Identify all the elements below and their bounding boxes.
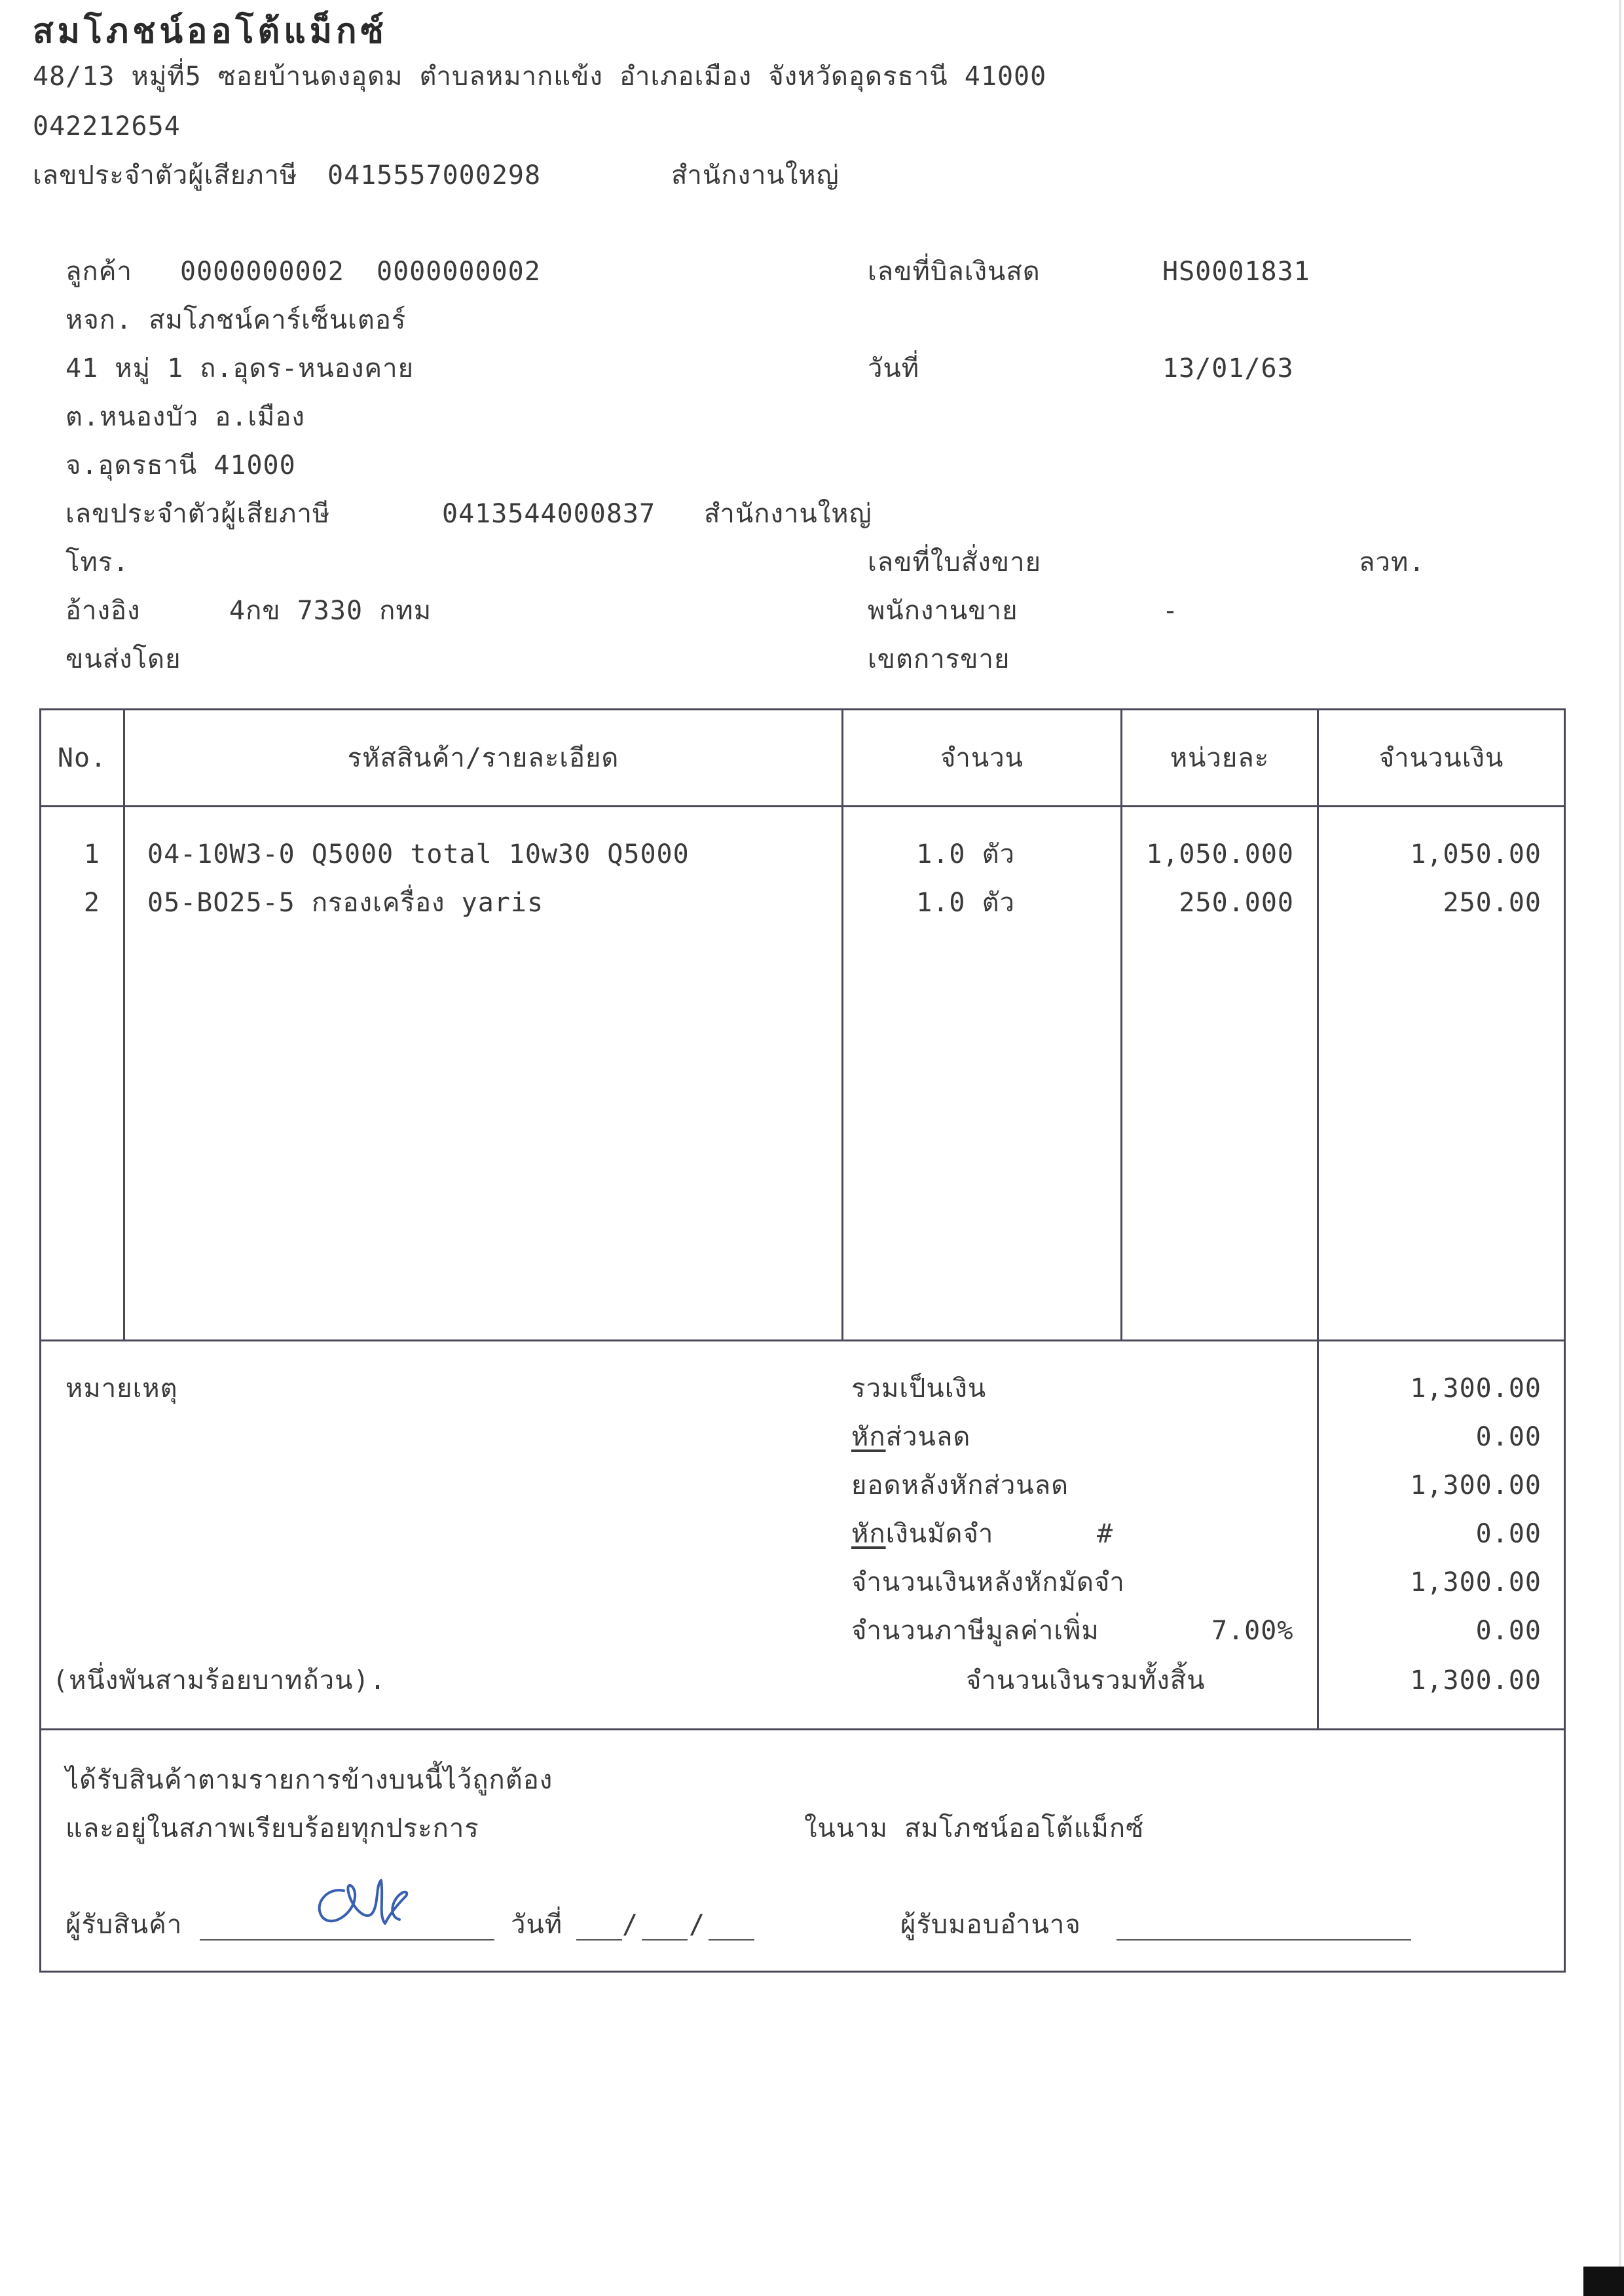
discount-value: 0.00: [1475, 1422, 1541, 1452]
after-discount-value: 1,300.00: [1410, 1470, 1541, 1501]
header-unit-price: หน่วยละ: [1170, 743, 1270, 773]
after-discount-label: ยอดหลังหักส่วนลด: [851, 1470, 1069, 1501]
reference-label: อ้างอิง: [65, 596, 141, 626]
subtotal-value: 1,300.00: [1410, 1374, 1541, 1404]
row-description: 04-10W3-0 Q5000 total 10w30 Q5000: [147, 839, 690, 869]
sales-area-label: เขตการขาย: [868, 644, 1010, 674]
reference-value: 4กข 7330 กทม: [229, 596, 432, 626]
header-description: รหัสสินค้า/รายละเอียด: [347, 743, 619, 773]
authorized-signature-line: [1116, 1939, 1411, 1941]
deposit-label-deduct: หัก: [851, 1519, 886, 1549]
deposit-value: 0.00: [1475, 1519, 1541, 1549]
company-phone: 042212654: [33, 111, 181, 141]
row-unit-price: 250.000: [1179, 888, 1294, 918]
company-address: 48/13 หมู่ที่5 ซอยบ้านดงอุดม ตำบลหมากแข้ง อำเภอเมือง จังหวัดอุดรธานี 41000: [33, 62, 1047, 92]
company-tax-id: 0415557000298: [327, 160, 542, 191]
receiver-label: ผู้รับสินค้า: [65, 1910, 183, 1940]
discount-label-text: ส่วนลด: [885, 1422, 971, 1452]
receive-date-month-line: [642, 1939, 688, 1941]
salesperson-value: -: [1162, 596, 1179, 626]
deposit-label-text: เงินมัดจำ: [885, 1519, 994, 1549]
row-no: 2: [83, 888, 100, 918]
customer-address-1: 41 หมู่ 1 ถ.อุดร-หนองคาย: [65, 354, 415, 384]
remark-label: หมายเหตุ: [65, 1374, 178, 1404]
company-branch: สำนักงานใหญ่: [671, 160, 840, 191]
company-tax-label: เลขประจำตัวผู้เสียภาษี: [33, 160, 298, 191]
sales-order-value: ลวท.: [1359, 547, 1426, 577]
customer-tax-id: 0413544000837: [442, 499, 656, 529]
vat-rate: 7.00%: [1211, 1616, 1294, 1646]
sales-order-label: เลขที่ใบสั่งขาย: [868, 547, 1042, 577]
scan-corner: [1583, 2267, 1624, 2296]
salesperson-label: พนักงานขาย: [868, 596, 1018, 626]
date-slash-2: /: [689, 1910, 706, 1940]
deposit-hash: #: [1097, 1519, 1114, 1549]
receiver-signature-line: [200, 1939, 494, 1941]
amount-in-words: (หนึ่งพันสามร้อยบาทถ้วน).: [52, 1666, 386, 1696]
deposit-label: [851, 1518, 993, 1550]
vat-label: จำนวนภาษีมูลค่าเพิ่ม: [851, 1616, 1099, 1646]
customer-code-1: 0000000002: [180, 257, 344, 287]
header-no: No.: [57, 743, 107, 773]
row-unit-price: 1,050.000: [1146, 839, 1294, 869]
scan-edge: [1619, 0, 1621, 2296]
received-statement-line-1: ได้รับสินค้าตามรายการข้างบนนี้ไว้ถูกต้อง: [65, 1765, 553, 1795]
shipping-label: ขนส่งโดย: [65, 644, 181, 674]
row-no: 1: [83, 839, 100, 869]
grand-total-label: จำนวนเงินรวมทั้งสิ้น: [966, 1666, 1206, 1696]
bill-date: 13/01/63: [1162, 354, 1294, 384]
bill-date-label: วันที่: [868, 354, 920, 384]
on-behalf-of: ในนาม สมโภชน์ออโต้แม็กซ์: [804, 1813, 1145, 1844]
after-deposit-value: 1,300.00: [1410, 1567, 1541, 1597]
header-amount: จำนวนเงิน: [1378, 743, 1504, 773]
customer-phone-label: โทร.: [65, 547, 130, 577]
company-name: สมโภชน์ออโต้แม็กซ์: [33, 12, 388, 51]
customer-branch: สำนักงานใหญ่: [704, 499, 872, 529]
receive-date-day-line: [576, 1939, 622, 1941]
customer-label: ลูกค้า: [65, 257, 132, 287]
row-quantity: 1.0 ตัว: [916, 839, 1015, 869]
row-quantity: 1.0 ตัว: [916, 888, 1015, 918]
subtotal-label: รวมเป็นเงิน: [851, 1374, 987, 1404]
date-slash-1: /: [622, 1910, 639, 1940]
bill-number-label: เลขที่บิลเงินสด: [868, 257, 1041, 287]
customer-address-2: ต.หนองบัว อ.เมือง: [65, 402, 305, 432]
receive-date-year-line: [709, 1939, 754, 1941]
receiver-signature: [308, 1866, 426, 1938]
row-amount: 1,050.00: [1410, 839, 1541, 869]
discount-label: [851, 1421, 970, 1453]
receive-date-label: วันที่: [511, 1910, 563, 1940]
row-amount: 250.00: [1443, 888, 1541, 918]
authorized-label: ผู้รับมอบอำนาจ: [900, 1910, 1081, 1940]
customer-name: หจก. สมโภชน์คาร์เซ็นเตอร์: [65, 305, 407, 335]
grand-total-value: 1,300.00: [1410, 1666, 1541, 1696]
customer-code-2: 0000000002: [377, 257, 541, 287]
row-description: 05-BO25-5 กรองเครื่อง yaris: [147, 888, 544, 918]
discount-label-deduct: หัก: [851, 1422, 886, 1452]
bill-number: HS0001831: [1162, 257, 1310, 287]
after-deposit-label: จำนวนเงินหลังหักมัดจำ: [851, 1567, 1125, 1597]
header-quantity: จำนวน: [940, 743, 1024, 773]
received-statement-line-2: และอยู่ในสภาพเรียบร้อยทุกประการ: [65, 1813, 479, 1844]
customer-tax-label: เลขประจำตัวผู้เสียภาษี: [65, 499, 331, 529]
vat-value: 0.00: [1475, 1616, 1541, 1646]
customer-address-3: จ.อุดรธานี 41000: [65, 450, 296, 481]
